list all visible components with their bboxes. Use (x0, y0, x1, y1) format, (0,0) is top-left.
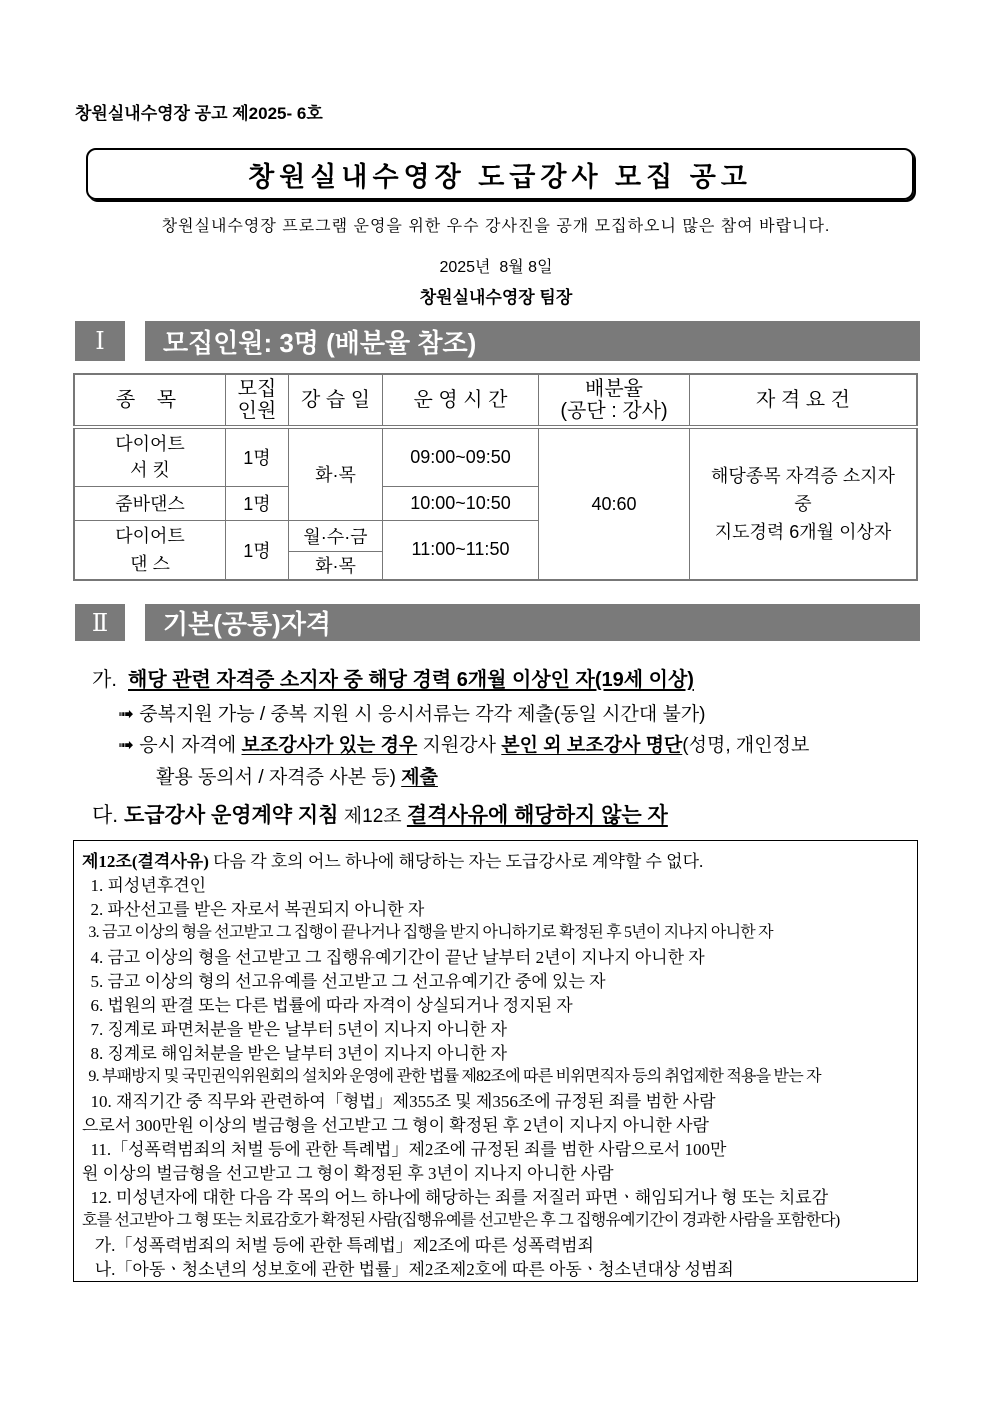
col-ratio: 배분율 (공단 : 강사) (539, 374, 690, 427)
article-line: 2. 파산선고를 받은 자로서 복권되지 아니한 자 (82, 900, 425, 919)
count-cell: 1명 (226, 520, 289, 580)
col-days: 강 습 일 (289, 374, 383, 427)
count-cell: 1명 (226, 486, 289, 520)
bullet-text: (성명, 개인정보 (682, 735, 810, 756)
intro-text: 창원실내수영장 프로그램 운영을 위한 우수 강사진을 공개 모집하오니 많은 참여 바랍니다. (161, 218, 831, 235)
table-row (74, 427, 917, 486)
section-title: 기본(공통)자격 (145, 604, 920, 641)
col-item: 종 목 (74, 374, 226, 427)
notice-number: 창원실내수영장 공고 제2025- 6호 (75, 104, 323, 123)
article-line: 11.「성폭력범죄의 처벌 등에 관한 특례법」제2조에 규정된 죄를 범한 사람으로서 100만 (82, 1140, 727, 1159)
article-line: 7. 징계로 파면처분을 받은 날부터 5년이 지나지 아니한 자 (82, 1020, 508, 1039)
article-line: 원 이상의 벌금형을 선고받고 그 형이 확정된 후 3년이 지나지 아니한 사람 (82, 1164, 614, 1183)
section-number: Ⅰ (75, 321, 125, 361)
time-cell: 09:00~09:50 (383, 427, 539, 486)
article-line: 나.「아동ㆍ청소년의 성보호에 관한 법률」제2조제2호에 따른 아동ㆍ청소년대상 성범죄 (82, 1260, 734, 1279)
item-text: 도급강사 운영계약 지침 (123, 804, 339, 827)
arrow-icon: ➟ (118, 704, 134, 725)
time-cell: 11:00~11:50 (383, 520, 539, 580)
bullet-text: 응시 자격에 (139, 735, 242, 756)
days-cell: 화·목 (289, 427, 383, 520)
article-line: 6. 법원의 판결 또는 다른 법률에 따라 자격이 상실되거나 정지된 자 (82, 996, 573, 1015)
bullet-emphasis: 본인 외 보조강사 명단 (501, 735, 683, 756)
item-ga (92, 663, 694, 692)
count-cell: 1명 (226, 427, 289, 486)
section-2-header (75, 604, 920, 641)
col-qualification: 자 격 요 건 (690, 374, 918, 427)
article-line: 으로서 300만원 이상의 벌금형을 선고받고 그 형이 확정된 후 2년이 지나지 아니한 사람 (82, 1116, 709, 1135)
article-intro-text: 다음 각 호의 어느 하나에 해당하는 자는 도급강사로 계약할 수 없다. (208, 852, 704, 871)
bullet-text: 중복지원 가능 / 중복 지원 시 응시서류는 각각 제출(동일 시간대 불가) (139, 704, 706, 725)
article-line: 1. 피성년후견인 (82, 876, 207, 895)
item-text: 해당 관련 자격증 소지자 중 해당 경력 6개월 이상인 자(19세 이상) (128, 669, 694, 691)
notice-date: 2025년 8월 8일 (439, 259, 553, 276)
days-cell: 월·수·금 (289, 520, 383, 551)
bullet-emphasis: 제출 (401, 767, 438, 788)
bullet-text: 지원강사 (417, 735, 502, 756)
item-cell: 줌바댄스 (74, 486, 226, 520)
page-title: 창원실내수영장 도급강사 모집 공고 (86, 148, 914, 200)
bullet-2 (118, 730, 809, 757)
item-cell: 다이어트 서 킷 (74, 427, 226, 486)
article-head: 제12조(결격사유) (82, 852, 209, 871)
item-prefix: 다. (92, 804, 119, 827)
col-count: 모집 인원 (226, 374, 289, 427)
article-intro (82, 847, 703, 872)
article-line: 12. 미성년자에 대한 다음 각 목의 어느 하나에 해당하는 죄를 저질러 파면ㆍ해임되거나 형 또는 치료감 (82, 1188, 829, 1207)
article-line: 호를 선고받아 그 형 또는 치료감호가 확정된 사람(집행유예를 선고받은 후 그 집행유예기간이 경과한 사람을 포함한다) (82, 1212, 840, 1229)
recruit-table (73, 373, 918, 581)
days-cell: 화·목 (289, 551, 383, 580)
article-line: 4. 금고 이상의 형을 선고받고 그 집행유예기간이 끝난 날부터 2년이 지나지 아니한 자 (82, 948, 705, 967)
article-line: 9. 부패방지 및 국민권익위원회의 설치와 운영에 관한 법률 제82조에 따른 비위면직자 등의 취업제한 적용을 받는 자 (82, 1068, 821, 1085)
arrow-icon: ➟ (118, 735, 134, 756)
item-text: 제12조 (338, 806, 407, 827)
article-line: 8. 징계로 해임처분을 받은 날부터 3년이 지나지 아니한 자 (82, 1044, 508, 1063)
article-line: 3. 금고 이상의 형을 선고받고 그 집행이 끝나거나 집행을 받지 아니하기로 확정된 후 5년이 지나지 아니한 자 (82, 924, 773, 941)
bullet-1 (118, 699, 705, 726)
section-1-header (75, 321, 920, 361)
qualification-cell: 해당종목 자격증 소지자 중 지도경력 6개월 이상자 (690, 427, 918, 580)
time-cell: 10:00~10:50 (383, 486, 539, 520)
ratio-cell: 40:60 (539, 427, 690, 580)
item-da (92, 799, 668, 829)
section-number: Ⅱ (75, 604, 125, 641)
col-time: 운 영 시 간 (383, 374, 539, 427)
article-line: 10. 재직기간 중 직무와 관련하여「형법」제355조 및 제356조에 규정된 죄를 범한 사람 (82, 1092, 716, 1111)
article-line: 5. 금고 이상의 형의 선고유예를 선고받고 그 선고유예기간 중에 있는 자 (82, 972, 606, 991)
bullet-text: 활용 동의서 / 자격증 사본 등) (156, 767, 402, 788)
article-line: 가.「성폭력범죄의 처벌 등에 관한 특례법」제2조에 따른 성폭력범죄 (82, 1236, 594, 1255)
table-header-row (74, 374, 917, 427)
item-emphasis: 결격사유에 해당하지 않는 자 (406, 804, 668, 827)
bullet-2-cont (156, 762, 438, 789)
item-prefix: 가. (92, 669, 117, 691)
signer: 창원실내수영장 팀장 (419, 288, 573, 307)
item-cell: 다이어트 댄 스 (74, 520, 226, 580)
section-title: 모집인원: 3명 (배분율 참조) (145, 321, 920, 361)
article-box (73, 840, 918, 1282)
bullet-emphasis: 보조강사가 있는 경우 (241, 735, 418, 756)
